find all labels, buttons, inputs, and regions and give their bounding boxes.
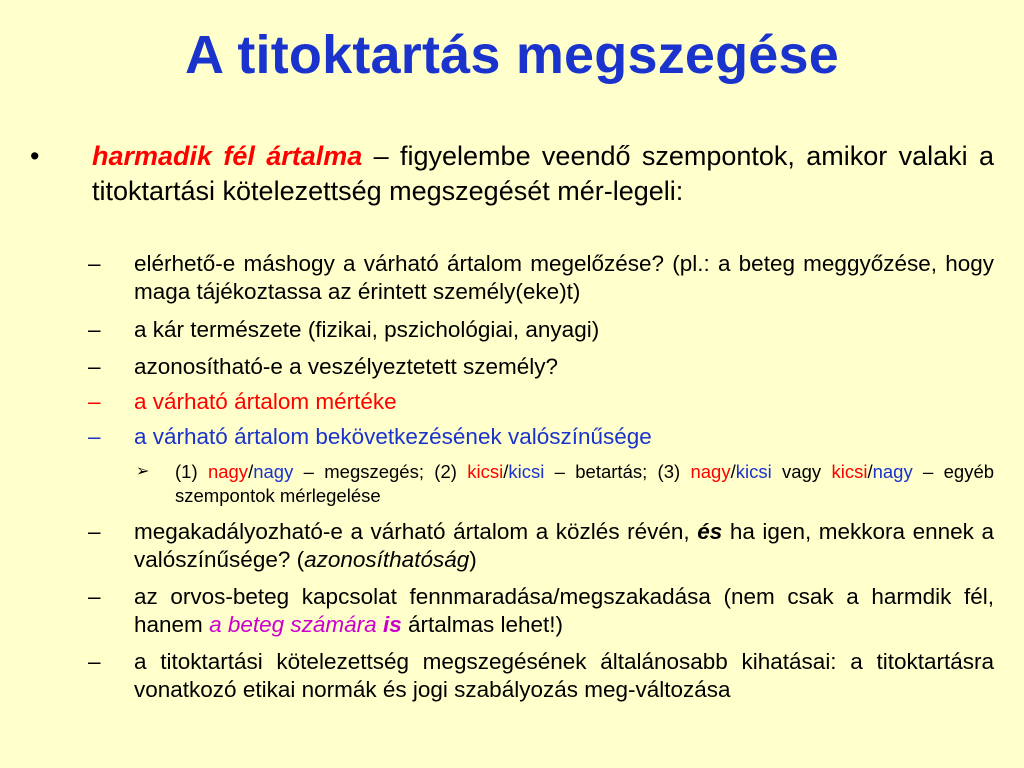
list-item: a titoktartási kötelezettség megszegésének általánosabb kihatásai: a titoktartásra vonatkozó etikai normák és jogi szabályozás meg-változása (134, 649, 994, 702)
slide-title: A titoktartás megszegése (184, 25, 840, 85)
text-azonosithatosag: azonosíthatóság (304, 547, 470, 572)
list-item (134, 583, 994, 639)
text-kicsi: kicsi (508, 461, 545, 482)
text-nagy: nagy (690, 461, 731, 482)
text: (1) (175, 461, 208, 482)
text-kicsi: kicsi (467, 461, 504, 482)
list-item: a várható ártalom mértéke (134, 389, 397, 414)
text: – megszegés; (2) (293, 461, 468, 482)
text: / (503, 461, 509, 482)
text-is: is (382, 612, 402, 637)
list-item (134, 518, 994, 574)
text: – egyéb szempontok mérlegelése (175, 461, 995, 506)
dash-mark: – (88, 251, 101, 276)
text-nagy: nagy (872, 461, 913, 482)
text-nagy: nagy (253, 461, 294, 482)
bullet-mark: • (30, 141, 40, 171)
dash-mark: – (88, 424, 101, 449)
dash-mark: – (88, 584, 101, 609)
dash-mark: – (88, 649, 101, 674)
text: vagy (771, 461, 832, 482)
text: / (248, 461, 254, 482)
text: ha igen, mekkora ennek a valószínűsége? ( (134, 519, 994, 572)
text: / (730, 461, 736, 482)
sub-list-item (175, 460, 994, 508)
main-bullet (92, 139, 994, 209)
text: ártalmas lehet!) (401, 612, 564, 637)
dash-mark: – (88, 519, 101, 544)
main-text: – figyelembe veendő szempontok, amikor valaki a titoktartási kötelezettség megszegését mér-legeli: (92, 141, 995, 206)
main-highlight: harmadik fél ártalma (92, 141, 363, 171)
text: – betartás; (3) (544, 461, 691, 482)
dash-mark: – (88, 389, 101, 414)
list-item: azonosítható-e a veszélyeztetett személy? (134, 354, 558, 379)
text-beteg-szamara: a beteg számára (209, 612, 377, 637)
list-item: a kár természete (fizikai, pszichológiai, anyagi) (134, 317, 600, 342)
list-item: elérhető-e máshogy a várható ártalom megelőzése? (pl.: a beteg meggyőzése, hogy maga tájékoztassa az érintett személy(eke)t) (134, 251, 994, 304)
text-kicsi: kicsi (735, 461, 772, 482)
dash-mark: – (88, 317, 101, 342)
text-es: és (697, 519, 723, 544)
text: megakadályozható-e a várható ártalom a közlés révén, (134, 519, 698, 544)
text-kicsi: kicsi (831, 461, 868, 482)
dash-mark: – (88, 354, 101, 379)
list-item: a várható ártalom bekövetkezésének valószínűsége (134, 424, 652, 449)
text-nagy: nagy (207, 461, 249, 482)
text: az orvos-beteg kapcsolat fennmaradása/megszakadása (nem csak a harmdik fél, hanem (134, 584, 994, 637)
arrow-bullet-icon: ➢ (136, 463, 150, 480)
text: / (867, 461, 873, 482)
text: ) (469, 547, 477, 572)
